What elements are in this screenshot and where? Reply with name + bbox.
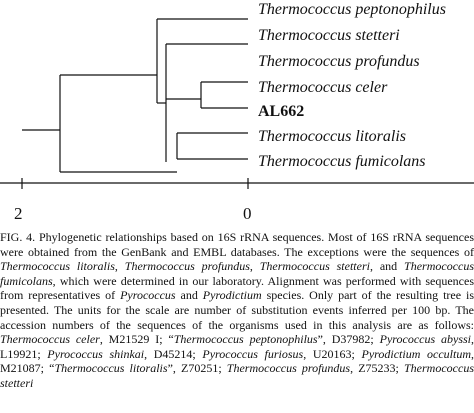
- caption-text: , M21529 I; “: [99, 332, 174, 347]
- taxon-labels: [258, 1, 446, 170]
- caption-text: ,: [249, 259, 260, 274]
- caption-italic-term: Thermococcus fumicolans: [0, 259, 474, 288]
- caption-italic-term: Pyrodictium: [202, 288, 262, 303]
- caption-text: , M21087; “: [0, 346, 474, 376]
- taxon-label: Thermococcus profundus: [258, 53, 420, 70]
- scale-bar: [0, 178, 474, 223]
- caption-italic-term: Pyrococcus shinkai: [47, 346, 145, 361]
- caption-text: and: [175, 288, 203, 303]
- taxon-label: Thermococcus litoralis: [258, 128, 406, 145]
- caption-text: , D45214;: [144, 346, 203, 361]
- caption-italic-term: Pyrococcus furiosus: [202, 346, 304, 361]
- caption-text: species. Only part of the resulting tree is presented. The units for the scale are number of substitution events inferred per 100 bp. The accession numbers of the sequences of the organisms used in this analysis are as follows:: [0, 288, 474, 332]
- caption-italic-term: Thermococcus litoralis: [0, 259, 115, 274]
- figure-caption: [0, 230, 474, 413]
- caption-text: ,: [114, 259, 125, 274]
- taxon-label: Thermococcus peptonophilus: [258, 1, 446, 18]
- caption-italic-term: Pyrococcus: [120, 288, 176, 303]
- taxon-label: Thermococcus stetteri: [258, 27, 400, 44]
- caption-italic-term: Thermococcus stetteri: [0, 361, 474, 390]
- taxon-label-highlight: AL662: [258, 103, 305, 120]
- scale-label-left: 2: [14, 204, 23, 223]
- tree-branches: [22, 19, 248, 172]
- caption-text: , which were determined in our laboratory. Alignment was performed with sequences from representatives of: [0, 273, 474, 303]
- caption-italic-term: Thermococcus peptonophilus: [173, 332, 318, 347]
- caption-text: ”, Z70251;: [167, 361, 227, 376]
- caption-text: , and: [369, 259, 405, 274]
- taxon-label: Thermococcus fumicolans: [258, 153, 426, 170]
- caption-italic-term: Thermococcus stetteri: [259, 259, 370, 274]
- caption-text: Phylogenetic relationships based on 16S rRNA sequences. Most of 16S rRNA sequences were obtained from the GenBank and EMBL databases. The exceptions were the sequences of: [0, 230, 474, 259]
- caption-italic-term: Pyrodictium occultum: [361, 346, 471, 361]
- caption-text: ”, D37982;: [317, 332, 380, 347]
- caption-italic-term: Thermococcus litoralis: [54, 361, 168, 376]
- caption-text: , Z75233;: [350, 361, 404, 376]
- caption-italic-term: Pyrococcus abyssi: [379, 332, 472, 347]
- caption-text: , U20163;: [303, 346, 362, 361]
- caption-text: , L19921;: [0, 332, 474, 361]
- caption-italic-term: Thermococcus profundus: [226, 361, 351, 376]
- taxon-label: Thermococcus celer: [258, 79, 388, 96]
- caption-italic-term: Thermococcus celer: [0, 332, 100, 347]
- caption-italic-term: Thermococcus profundus: [124, 259, 250, 274]
- scale-label-right: 0: [243, 204, 252, 223]
- figure-label: FIG. 4.: [0, 230, 36, 244]
